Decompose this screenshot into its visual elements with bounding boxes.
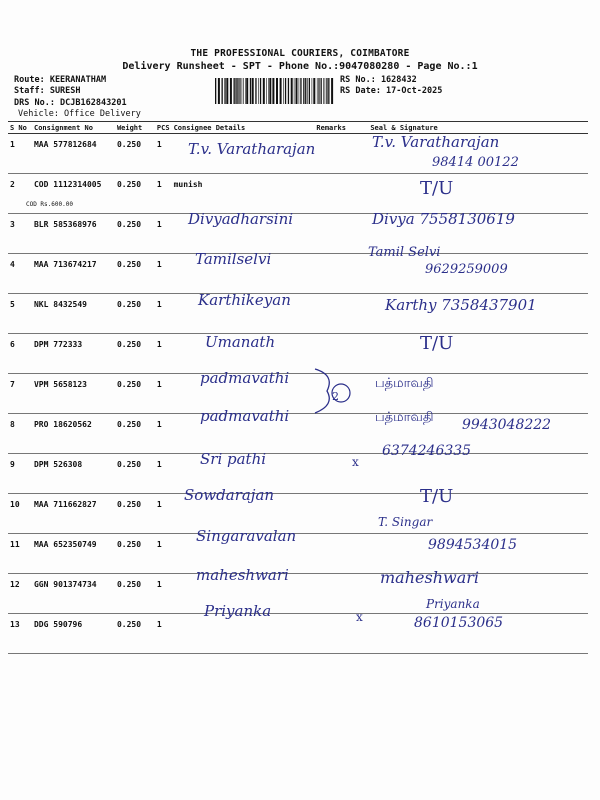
row-weight: 0.250 [115, 454, 155, 494]
row-consignment: MAA 711662827 [32, 494, 115, 534]
row-remarks [314, 254, 368, 294]
row-remarks [314, 494, 368, 534]
row-remarks [314, 174, 368, 214]
row-weight: 0.250 [115, 294, 155, 334]
handwritten-phone-8: 9943048222 [462, 417, 552, 433]
row-signature [368, 454, 588, 494]
row-pcs: 1 [155, 334, 172, 374]
handwritten-signature-1: T.v. Varatharajan [372, 133, 500, 151]
handwritten-consignee-1: T.v. Varatharajan [188, 140, 316, 158]
row-pcs: 1 [155, 614, 172, 654]
row-consignment: MAA 652350749 [32, 534, 115, 574]
row-consignment: BLR 585368976 [32, 214, 115, 254]
row-consignment: PRO 18620562 [32, 414, 115, 454]
row-consignment: MAA 713674217 [32, 254, 115, 294]
row-weight: 0.250 [115, 494, 155, 534]
row-pcs: 1 [155, 374, 172, 414]
col-remarks: Remarks [314, 122, 368, 134]
handwritten-signature-3: Divya 7558130619 [372, 210, 515, 228]
handwritten-consignee-11: Singaravalan [196, 527, 297, 545]
row-sno: 12 [8, 574, 32, 614]
handwritten-tu-6: T/U [420, 333, 454, 354]
col-weight: Weight [115, 122, 155, 134]
row-sno: 6 [8, 334, 32, 374]
handwritten-tu-2: T/U [420, 178, 454, 199]
row-pcs: 1 [155, 454, 172, 494]
runsheet-subtitle: Delivery Runsheet - SPT - Phone No.:9047080280 - Page No.:1 [122, 61, 478, 72]
route-label: Route: KEERANATHAM [14, 75, 107, 85]
row-weight: 0.250 [115, 214, 155, 254]
row-weight: 0.250 [115, 614, 155, 654]
row-consignee: munish [172, 174, 315, 214]
row-weight: 0.250 [115, 254, 155, 294]
row-pcs: 1 [155, 254, 172, 294]
table-row [8, 334, 588, 374]
handwritten-consignee-6: Umanath [205, 333, 276, 351]
col-pcs: PCS [156, 123, 170, 132]
handwritten-signature-7: பத்மாவதி [375, 376, 434, 391]
row-signature [368, 174, 588, 214]
handwritten-consignee-7: padmavathi [200, 369, 290, 387]
row-consignment: MAA 577812684 [32, 134, 115, 174]
handwritten-x-13: x [356, 610, 363, 624]
col-signature: Seal & Signature [368, 122, 588, 134]
row-weight: 0.250 [115, 134, 155, 174]
handwritten-phone-1: 98414 00122 [432, 155, 519, 170]
handwritten-phone-9: 6374246335 [382, 443, 472, 459]
row-pcs: 1 [155, 534, 172, 574]
company-title: THE PROFESSIONAL COURIERS, COIMBATORE [190, 48, 410, 59]
cod-amount: COD Rs.600.00 [25, 201, 73, 208]
row-pcs: 1 [155, 214, 172, 254]
row-sno: 13 [8, 614, 32, 654]
row-signature [368, 334, 588, 374]
bracket-mark [305, 365, 355, 417]
row-pcs: 1 [155, 174, 172, 214]
handwritten-tu-10: T/U [420, 486, 454, 507]
handwritten-signature-13: Priyanka [426, 597, 480, 611]
row-consignment: VPM 5658123 [32, 374, 115, 414]
handwritten-consignee-5: Karthikeyan [198, 291, 291, 309]
row-weight: 0.250 [115, 414, 155, 454]
row-remarks [314, 534, 368, 574]
row-weight: 0.250 [115, 574, 155, 614]
row-sno: 10 [8, 494, 32, 534]
staff-label: Staff: SURESH [14, 86, 81, 96]
row-remarks [314, 134, 368, 174]
rs-number: RS No.: 1628432 [340, 75, 417, 85]
rs-date: RS Date: 17-Oct-2025 [340, 86, 443, 96]
row-pcs: 1 [155, 294, 172, 334]
table-row [8, 174, 588, 214]
handwritten-phone-11: 9894534015 [428, 537, 518, 553]
table-row [8, 574, 588, 614]
row-weight: 0.250 [115, 534, 155, 574]
handwritten-consignee-10: Sowdarajan [184, 486, 275, 504]
handwritten-phone-4: 9629259009 [425, 262, 508, 277]
handwritten-phone-13: 8610153065 [414, 615, 504, 631]
row-remarks [314, 454, 368, 494]
handwritten-consignee-13: Priyanka [204, 602, 272, 620]
row-consignment: DPM 772333 [32, 334, 115, 374]
row-sno: 4 [8, 254, 32, 294]
col-consignment: Consignment No [32, 122, 115, 134]
barcode-image [215, 78, 335, 104]
table-row [8, 494, 588, 534]
vehicle-label: Vehicle: Office Delivery [18, 109, 141, 119]
handwritten-consignee-12: maheshwari [196, 566, 289, 584]
row-sno: 9 [8, 454, 32, 494]
row-consignment: COD 1112314005 COD Rs.600.00 [32, 174, 115, 214]
table-header-row [8, 122, 588, 134]
runsheet-table [8, 121, 588, 654]
handwritten-signature-4: Tamil Selvi [368, 245, 441, 260]
row-sno: 1 [8, 134, 32, 174]
row-consignment: DPM 526308 [32, 454, 115, 494]
col-sno: S No [8, 122, 32, 134]
handwritten-consignee-9: Sri pathi [200, 450, 267, 468]
row-sno: 7 [8, 374, 32, 414]
handwritten-signature-12: maheshwari [380, 568, 479, 587]
table-row [8, 374, 588, 414]
row-pcs: 1 [155, 494, 172, 534]
handwritten-x-9: x [352, 455, 359, 469]
row-sno: 3 [8, 214, 32, 254]
handwritten-signature-11: T. Singar [378, 515, 433, 529]
row-sno: 11 [8, 534, 32, 574]
row-remarks [314, 414, 368, 454]
row-weight: 0.250 [115, 334, 155, 374]
row-remarks [314, 214, 368, 254]
row-consignment: NKL 8432549 [32, 294, 115, 334]
row-weight: 0.250 [115, 374, 155, 414]
row-weight: 0.250 [115, 174, 155, 214]
row-pcs: 1 [155, 134, 172, 174]
row-sno: 5 [8, 294, 32, 334]
row-consignment: GGN 901374734 [32, 574, 115, 614]
row-remarks [314, 574, 368, 614]
handwritten-consignee-4: Tamilselvi [195, 250, 272, 268]
handwritten-count-mark: 2 [332, 390, 339, 403]
row-remarks [314, 294, 368, 334]
handwritten-signature-5: Karthy 7358437901 [385, 296, 537, 314]
drs-number: DRS No.: DCJB162843201 [14, 98, 127, 108]
row-pcs: 1 [155, 574, 172, 614]
col-consignee: Consignee Details [172, 122, 315, 134]
table-row [8, 454, 588, 494]
handwritten-signature-8: பத்மாவதி [375, 410, 434, 425]
row-consignment: DDG 590796 [32, 614, 115, 654]
handwritten-consignee-3: Divyadharsini [188, 210, 294, 228]
row-sno: 2 [8, 174, 32, 214]
row-sno: 8 [8, 414, 32, 454]
row-pcs: 1 [155, 414, 172, 454]
handwritten-consignee-8: padmavathi [200, 407, 290, 425]
